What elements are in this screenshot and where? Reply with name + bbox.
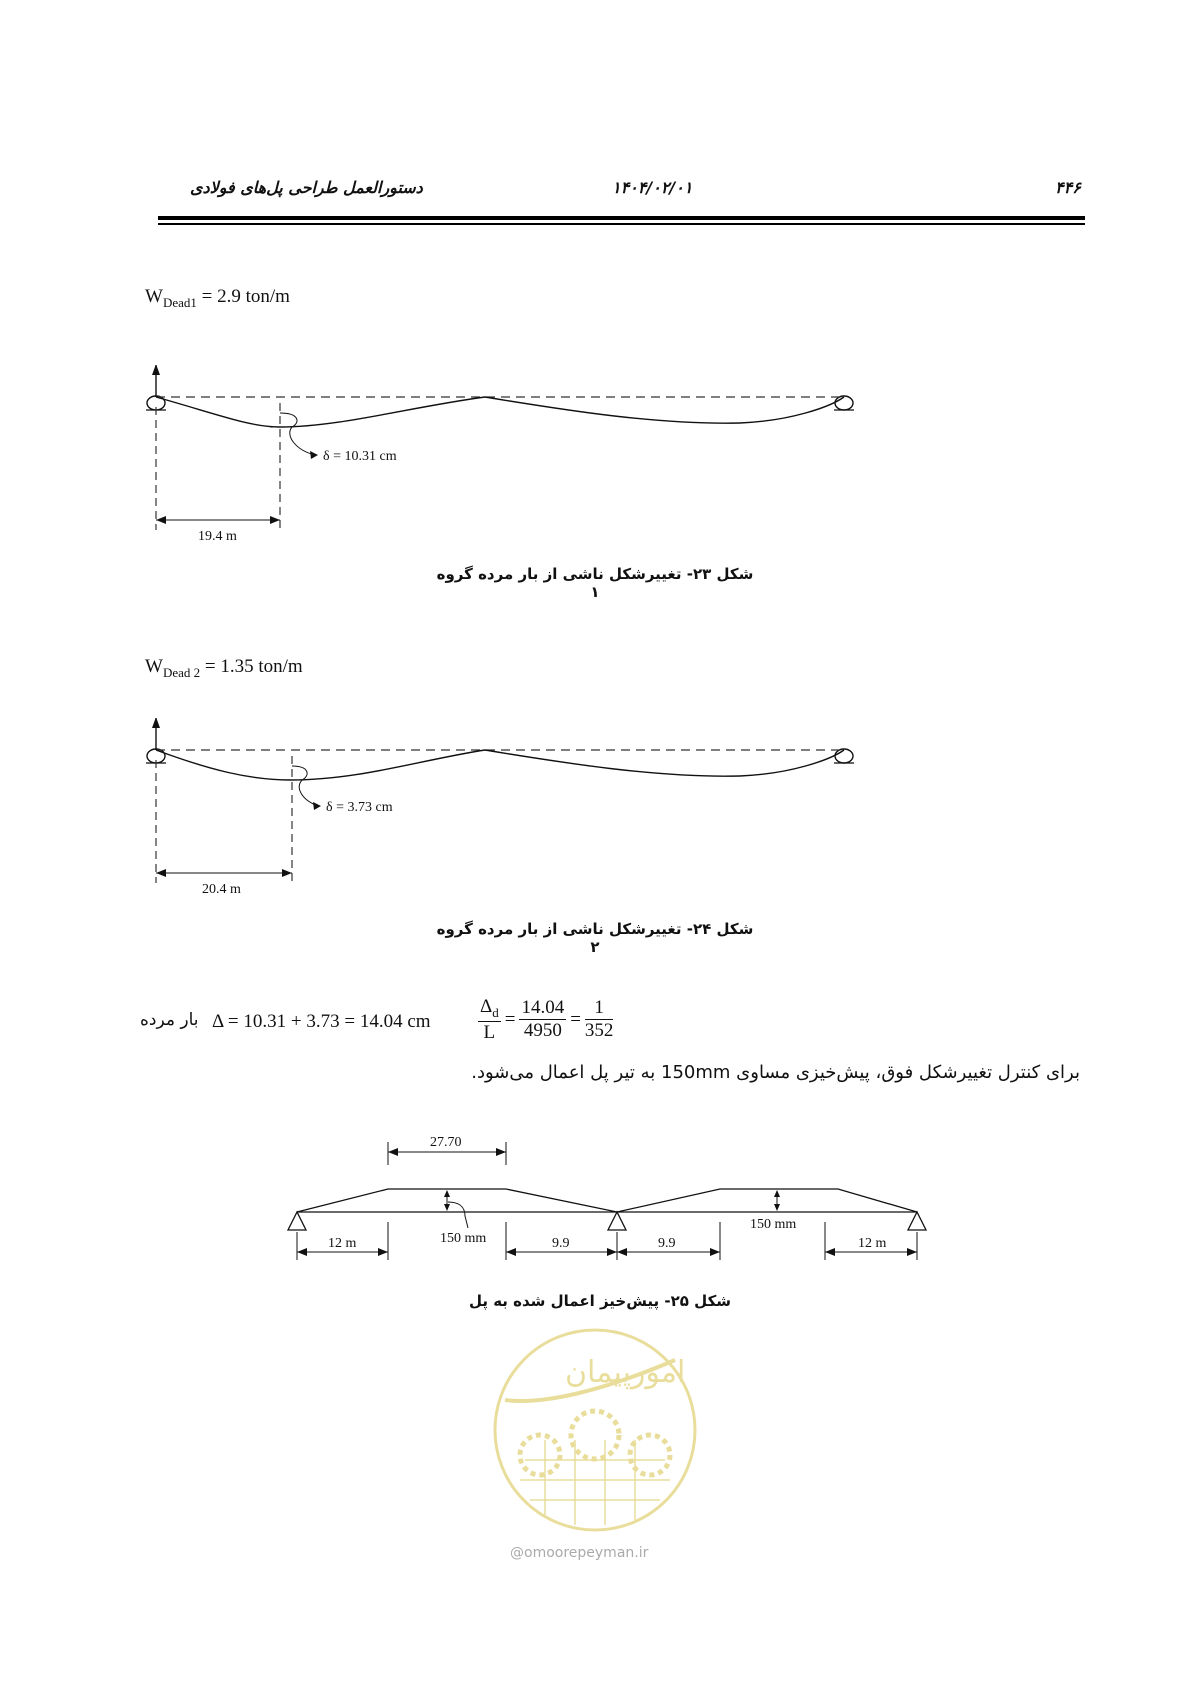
at-icon: @ — [510, 1545, 524, 1561]
fig25-dim-top: 27.70 — [430, 1135, 462, 1150]
deflection-ratio: $\frac{\Delta_d}{L}$ = $\frac{14.04}{4950}$ = $\frac{1}{352}$ — [480, 996, 614, 1043]
fig24-caption: شکل ۲۴- تغییرشکل ناشی از بار مرده گروه ۲ — [436, 920, 754, 956]
camber-paragraph: برای کنترل تغییرشکل فوق، پیش‌خیزی مساوی 150mm به تیر پل اعمال می‌شود. — [471, 1062, 1080, 1083]
header-title: دستورالعمل طراحی پل‌های فولادی — [190, 178, 423, 197]
ratio-fraction: $\frac{\Delta_d}{L}$ — [480, 996, 499, 1043]
fig25-camber-right: 150 mm — [750, 1217, 797, 1232]
value-fraction: $\frac{14.04}{4950}$ — [521, 997, 565, 1042]
fig25-camber-left: 150 mm — [440, 1231, 487, 1246]
fig24-deflection-diagram — [140, 718, 860, 903]
watermark-url: @omoorepeyman.ir — [510, 1545, 649, 1561]
header-date: ۱۴۰۴/۰۲/۰۱ — [612, 178, 693, 197]
fig23-deflection-diagram — [140, 365, 860, 550]
header-rule-thin — [158, 223, 1085, 225]
fig25-dim-right: 12 m — [858, 1236, 887, 1251]
fig23-load-label: $W_{Dead1} = 2.9$ ton/m — [145, 286, 290, 310]
total-deflection-equation: Δ = 10.31 + 3.73 = 14.04 cm — [212, 1011, 431, 1032]
fig25-caption: شکل ۲۵- پیش‌خیز اعمال شده به پل — [468, 1292, 732, 1310]
result-fraction: $\frac{1}{352}$ — [584, 997, 614, 1042]
fig23-distance-label: 19.4 m — [198, 529, 237, 544]
fig25-dim-left: 12 m — [328, 1236, 357, 1251]
fig24-load-label: $W_{Dead 2} = 1.35$ ton/m — [145, 656, 303, 680]
watermark-logo-text: امورپیمان — [565, 1355, 686, 1390]
fig24-deflection-label: δ = 3.73 cm — [326, 800, 393, 815]
fig23-caption: شکل ۲۳- تغییرشکل ناشی از بار مرده گروه ۱ — [436, 565, 754, 601]
header-rule — [158, 216, 1085, 220]
fig24-distance-label: 20.4 m — [202, 882, 241, 897]
dead-load-label: بار مرده — [140, 1010, 199, 1030]
fig23-deflection-label: δ = 10.31 cm — [323, 449, 397, 464]
fig25-dim-mid-right: 9.9 — [658, 1236, 676, 1251]
fig25-dim-mid-left: 9.9 — [552, 1236, 570, 1251]
page-number: ۴۴۶ — [1055, 178, 1081, 197]
watermark-logo — [485, 1320, 705, 1540]
fig25-camber-diagram — [280, 1130, 940, 1275]
